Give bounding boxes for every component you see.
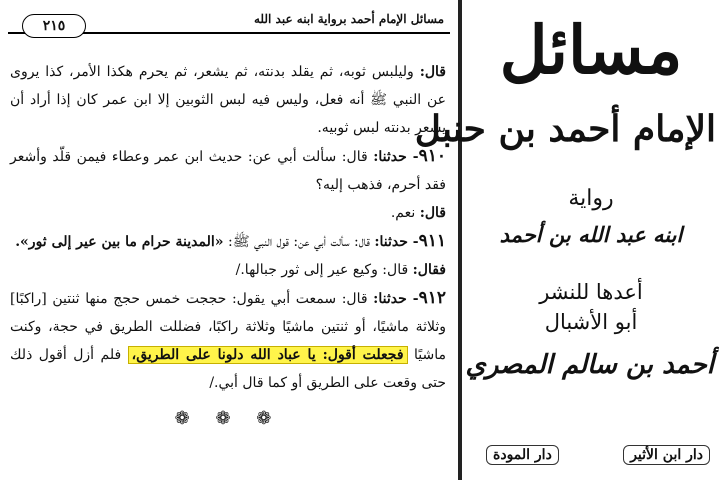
page-header	[8, 4, 450, 40]
cover-title: مسائل	[499, 11, 683, 89]
paragraph-text: قال: سمعت أبي يقول: حججت خمس حجج منها ثنتين [راكبًا] وثلاثة ماشيًا، أو ثنتين ماشيًا وثلاثة راكبًا، فضللت الطريق في حجة، وكنت ماشيًا	[10, 291, 447, 363]
lead-word: - حدثنا:	[373, 149, 419, 165]
paragraph-text: قال: وكيع عير إلى ثور جبالها./	[235, 262, 413, 278]
paragraph-text-end: فلم أزل أقول ذلك حتى وقعت على الطريق أو كما قال أبي./	[10, 347, 446, 391]
paragraph-6	[10, 284, 446, 397]
paragraph-5	[10, 256, 446, 284]
paragraph-4	[10, 227, 446, 256]
hadith-number: ٩١٠	[418, 146, 447, 166]
lead-word: فقال:	[412, 262, 446, 278]
paragraph-text: نعم.	[390, 205, 420, 221]
cover-author: أحمد بن سالم المصري	[465, 350, 714, 380]
paragraph-text: قال: سألت أبي عن: حديث ابن عمر وعطاء فيمن قلّد وأشعر فقد أحرم، فذهب إليه؟	[10, 149, 446, 193]
page-body	[10, 58, 446, 480]
publisher-logo-right: دار ابن الأثير	[623, 445, 710, 465]
lead-word: - حدثنا:	[373, 291, 419, 307]
hadith-number: ٩١١	[418, 231, 446, 251]
paragraph-1	[10, 58, 446, 142]
lead-word: قال:	[419, 64, 446, 80]
paragraph-text: وليلبس ثوبه، ثم يقلد بدنته، ثم يشعر، ثم يحرم هكذا الأمر، كذا يروى عن النبي ﷺ أنه فعل، وليس فيه لبس الثوبين إلا ابن عمر كان إذا أراد أن يشعر بدنته لبس ثوبيه.	[10, 64, 446, 136]
paragraph-2	[10, 142, 446, 199]
hadith-number: ٩١٢	[418, 288, 446, 308]
lead-word: قال:	[419, 205, 446, 221]
cover-narrator: ابنه عبد الله بن أحمد	[499, 222, 683, 247]
paragraph-3	[10, 199, 446, 227]
cover-riwaya: رواية	[568, 186, 614, 211]
cover-subtitle: الإمام أحمد بن حنبل	[414, 108, 716, 150]
lead-word: - حدثنا:	[374, 234, 419, 250]
page-number: ٢١٥	[22, 14, 86, 38]
paragraph-text: قال: سألت أبي عن: قول النبي ﷺ:	[223, 234, 375, 250]
highlighted-phrase: فجعلت أقول: يا عباد الله دلونا على الطريق،	[128, 346, 408, 364]
running-title: مسائل الإمام أحمد برواية ابنه عبد الله	[253, 12, 444, 26]
publisher-logo-left: دار المودة	[486, 445, 559, 465]
quoted-hadith: «المدينة حرام ما بين عير إلى ثور».	[15, 234, 224, 250]
section-separator: ❁ ❁ ❁	[174, 408, 282, 429]
cover-editor: أبو الأشبال	[544, 310, 638, 334]
cover-prepared-label: أعدها للنشر	[539, 280, 643, 304]
